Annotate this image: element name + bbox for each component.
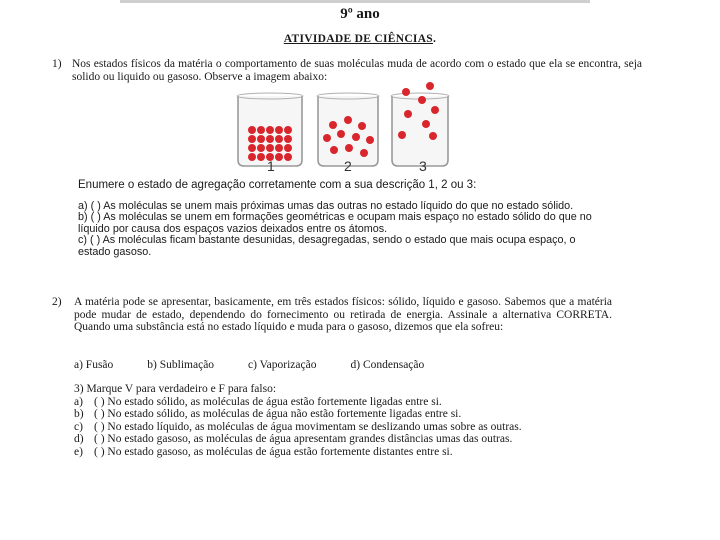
question-2-number: 2) xyxy=(52,296,62,308)
page-title xyxy=(0,33,720,45)
question-1-item-c: c) ( ) As moléculas ficam bastante desunidas, desagregadas, sendo o estado que mais ocupa espaço, o estado gasoso. xyxy=(78,234,576,258)
item-letter: c) xyxy=(74,420,83,433)
question-1-items xyxy=(78,201,598,258)
item-text: ( ) No estado gasoso, as moléculas de água apresentam grandes distâncias umas das outras. xyxy=(94,433,513,445)
item-letter: d) xyxy=(74,433,84,445)
item-text: ( ) No estado sólido, as moléculas de água não estão fortemente ligadas entre si. xyxy=(94,408,462,420)
question-2-text: A matéria pode se apresentar, basicamente, em três estados físicos: sólido, líquido e gasoso. Sabemos que a matéria pode mudar de estado, dependendo do fornecimento ou retirada de energia. Assinale a alternativa CORRETA. Quando uma substância está no estado líquido e muda para o gasoso, dizemos que ela sofreu: xyxy=(74,296,612,333)
item-text: ( ) No estado líquido, as moléculas de água movimentam se deslizando umas sobre as outras. xyxy=(94,420,522,433)
question-2-options xyxy=(74,359,614,372)
beaker-3 xyxy=(391,82,449,166)
item-letter: a) xyxy=(74,395,83,408)
title-period: . xyxy=(433,33,437,45)
question-1-instruction: Enumere o estado de agregação corretamente com a sua descrição 1, 2 ou 3: xyxy=(78,179,477,191)
item-text: ( ) No estado sólido, as moléculas de água estão fortemente ligadas entre si. xyxy=(94,395,442,408)
beaker-label-3: 3 xyxy=(419,158,427,174)
question-3-item-a xyxy=(74,396,614,409)
beaker-label-1: 1 xyxy=(267,158,275,174)
question-3-item-c xyxy=(74,421,614,434)
beakers-figure xyxy=(230,80,450,176)
beaker-1 xyxy=(237,93,303,166)
beaker-label-2: 2 xyxy=(344,158,352,174)
item-letter: e) xyxy=(74,445,83,458)
question-1-number: 1) xyxy=(52,58,62,70)
question-3-heading: 3) Marque V para verdadeiro e F para falso: xyxy=(74,383,277,395)
question-1-item-a: a) ( ) As moléculas se unem mais próximas umas das outras no estado líquido do que no estado sólido. xyxy=(78,200,574,212)
option-b: b) Sublimação xyxy=(147,359,215,371)
top-border-line xyxy=(120,0,590,3)
question-2 xyxy=(52,296,612,334)
item-text: ( ) No estado gasoso, as moléculas de água estão fortemente distantes entre si. xyxy=(94,445,453,458)
title-text: ATIVIDADE DE CIÊNCIAS xyxy=(283,33,434,45)
option-c: c) Vaporização xyxy=(248,359,317,371)
beaker-2 xyxy=(317,93,379,166)
item-letter: b) xyxy=(74,408,84,420)
question-3 xyxy=(74,383,614,458)
question-3-item-d xyxy=(74,433,614,446)
question-3-item-e xyxy=(74,446,614,459)
question-1-text: Nos estados físicos da matéria o comportamento de suas moléculas muda de acordo com o estado que ela se encontra, seja solido ou liquido ou gasoso. Observe a imagem abaixo: xyxy=(72,58,642,83)
option-a: a) Fusão xyxy=(74,359,114,371)
option-d: d) Condensação xyxy=(350,359,425,371)
grade-heading: 9º ano xyxy=(340,6,380,22)
question-3-item-b xyxy=(74,408,614,421)
question-1-item-b: b) ( ) As moléculas se unem em formações geométricas e ocupam mais espaço no estado sólido do que no líquido por causa dos espaços vazios deixados entre os átomos. xyxy=(78,211,592,235)
